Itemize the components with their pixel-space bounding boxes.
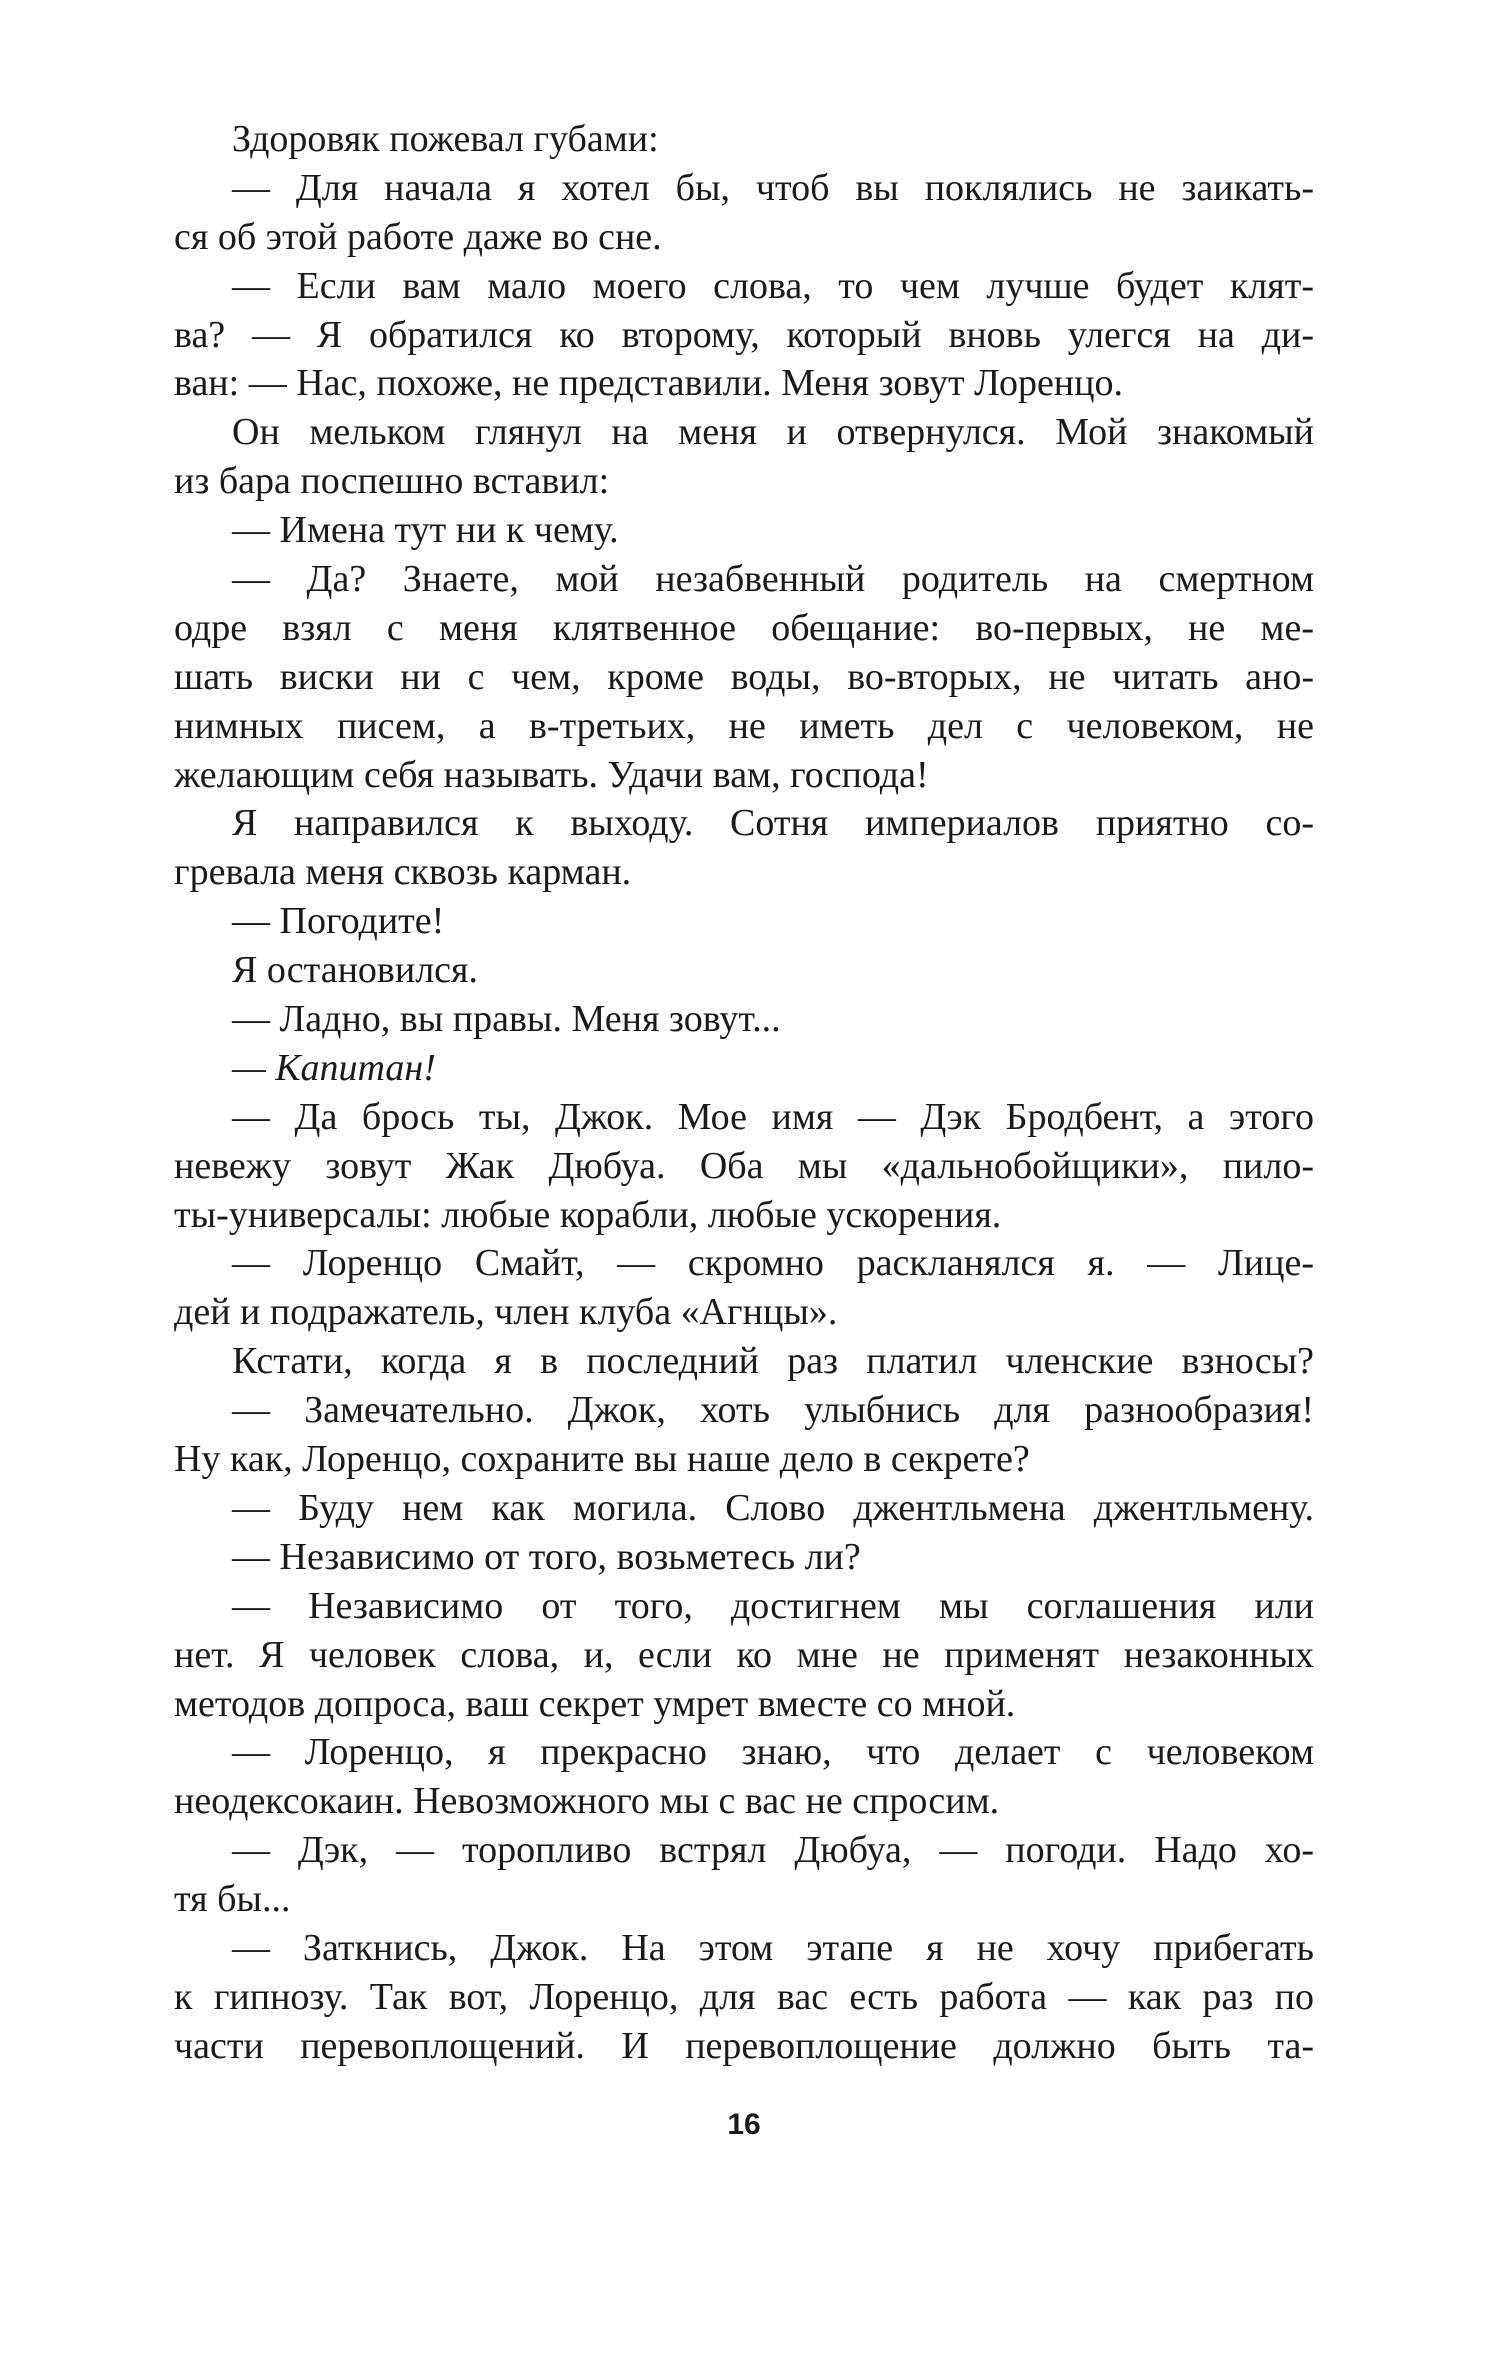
text-line: — Независимо от того, достигнем мы соглашения или [232,1584,1314,1627]
text-line: Здоровяк пожевал губами: [232,118,659,160]
text-line: методов допроса, ваш секрет умрет вместе со мной. [174,1682,1016,1725]
text-line: к гипнозу. Так вот, Лоренцо, для вас есть работа — как раз по [174,1975,1314,2018]
text-line: ван: — Нас, похоже, не представили. Меня зовут Лоренцо. [174,362,1123,405]
text-line: Я остановился. [232,949,479,992]
text-line: гревала меня сквозь карман. [174,851,632,894]
text-line: части перевоплощений. И перевоплощение должно быть та- [174,2024,1314,2067]
text-line: Ну как, Лоренцо, сохраните вы наше дело в секрете? [174,1438,1030,1481]
text-line: ва? — Я обратился ко второму, который вновь улегся на ди- [174,313,1314,356]
text-line: нимных писем, а в-третьих, не иметь дел с человеком, не [174,704,1314,747]
text-line: — Замечательно. Джок, хоть улыбнись для разнообразия! [232,1389,1314,1432]
text-line: — Буду нем как могила. Слово джентльмена джентльмену. [232,1486,1314,1529]
text-line: дей и подражатель, член клуба «Агнцы». [174,1291,838,1334]
text-line: — Капитан! [232,1046,436,1089]
text-line: невежу зовут Жак Дюбуа. Оба мы «дальнобойщики», пило- [174,1144,1314,1187]
text-line: тя бы... [174,1878,291,1921]
text-line: — Имена тут ни к чему. [232,509,619,552]
text-line: одре взял с меня клятвенное обещание: во-первых, не ме- [174,606,1314,649]
text-line: шать виски ни с чем, кроме воды, во-вторых, не читать ано- [174,655,1314,698]
text-line: Я направился к выходу. Сотня империалов приятно со- [232,802,1314,845]
text-line: — Заткнись, Джок. На этом этапе я не хочу прибегать [232,1926,1314,1969]
text-line: ся об этой работе даже во сне. [174,215,662,258]
page-number: 16 [727,2108,761,2141]
text-line: — Если вам мало моего слова, то чем лучше будет клят- [232,264,1314,307]
text-line: — Ладно, вы правы. Меня зовут... [232,998,781,1041]
text-line: Кстати, когда я в последний раз платил членские взносы? [232,1340,1314,1383]
text-line: — Независимо от того, возьметесь ли? [232,1535,861,1578]
text-line: желающим себя называть. Удачи вам, господа! [174,753,929,796]
text-line: — Дэк, — торопливо встрял Дюбуа, — погоди. Надо хо- [232,1829,1314,1872]
text-line: — Да брось ты, Джок. Мое имя — Дэк Бродбент, а этого [232,1095,1314,1138]
text-line: нет. Я человек слова, и, если ко мне не применят незаконных [174,1633,1314,1676]
text-line: из бара поспешно вставил: [174,460,610,503]
body-text [174,115,1314,2071]
text-line: ты-универсалы: любые корабли, любые ускорения. [174,1193,1002,1236]
text-line: — Погодите! [232,900,445,943]
text-line: — Лоренцо Смайт, — скромно раскланялся я. — Лице- [232,1242,1314,1285]
text-line: — Да? Знаете, мой незабвенный родитель на смертном [232,558,1314,601]
text-line: — Для начала я хотел бы, чтоб вы поклялись не заикать- [232,166,1314,209]
text-line: — Лоренцо, я прекрасно знаю, что делает с человеком [232,1731,1314,1774]
text-line: неодексокаин. Невозможного мы с вас не спросим. [174,1780,1000,1823]
text-line: Он мельком глянул на меня и отвернулся. Мой знакомый [232,411,1314,454]
